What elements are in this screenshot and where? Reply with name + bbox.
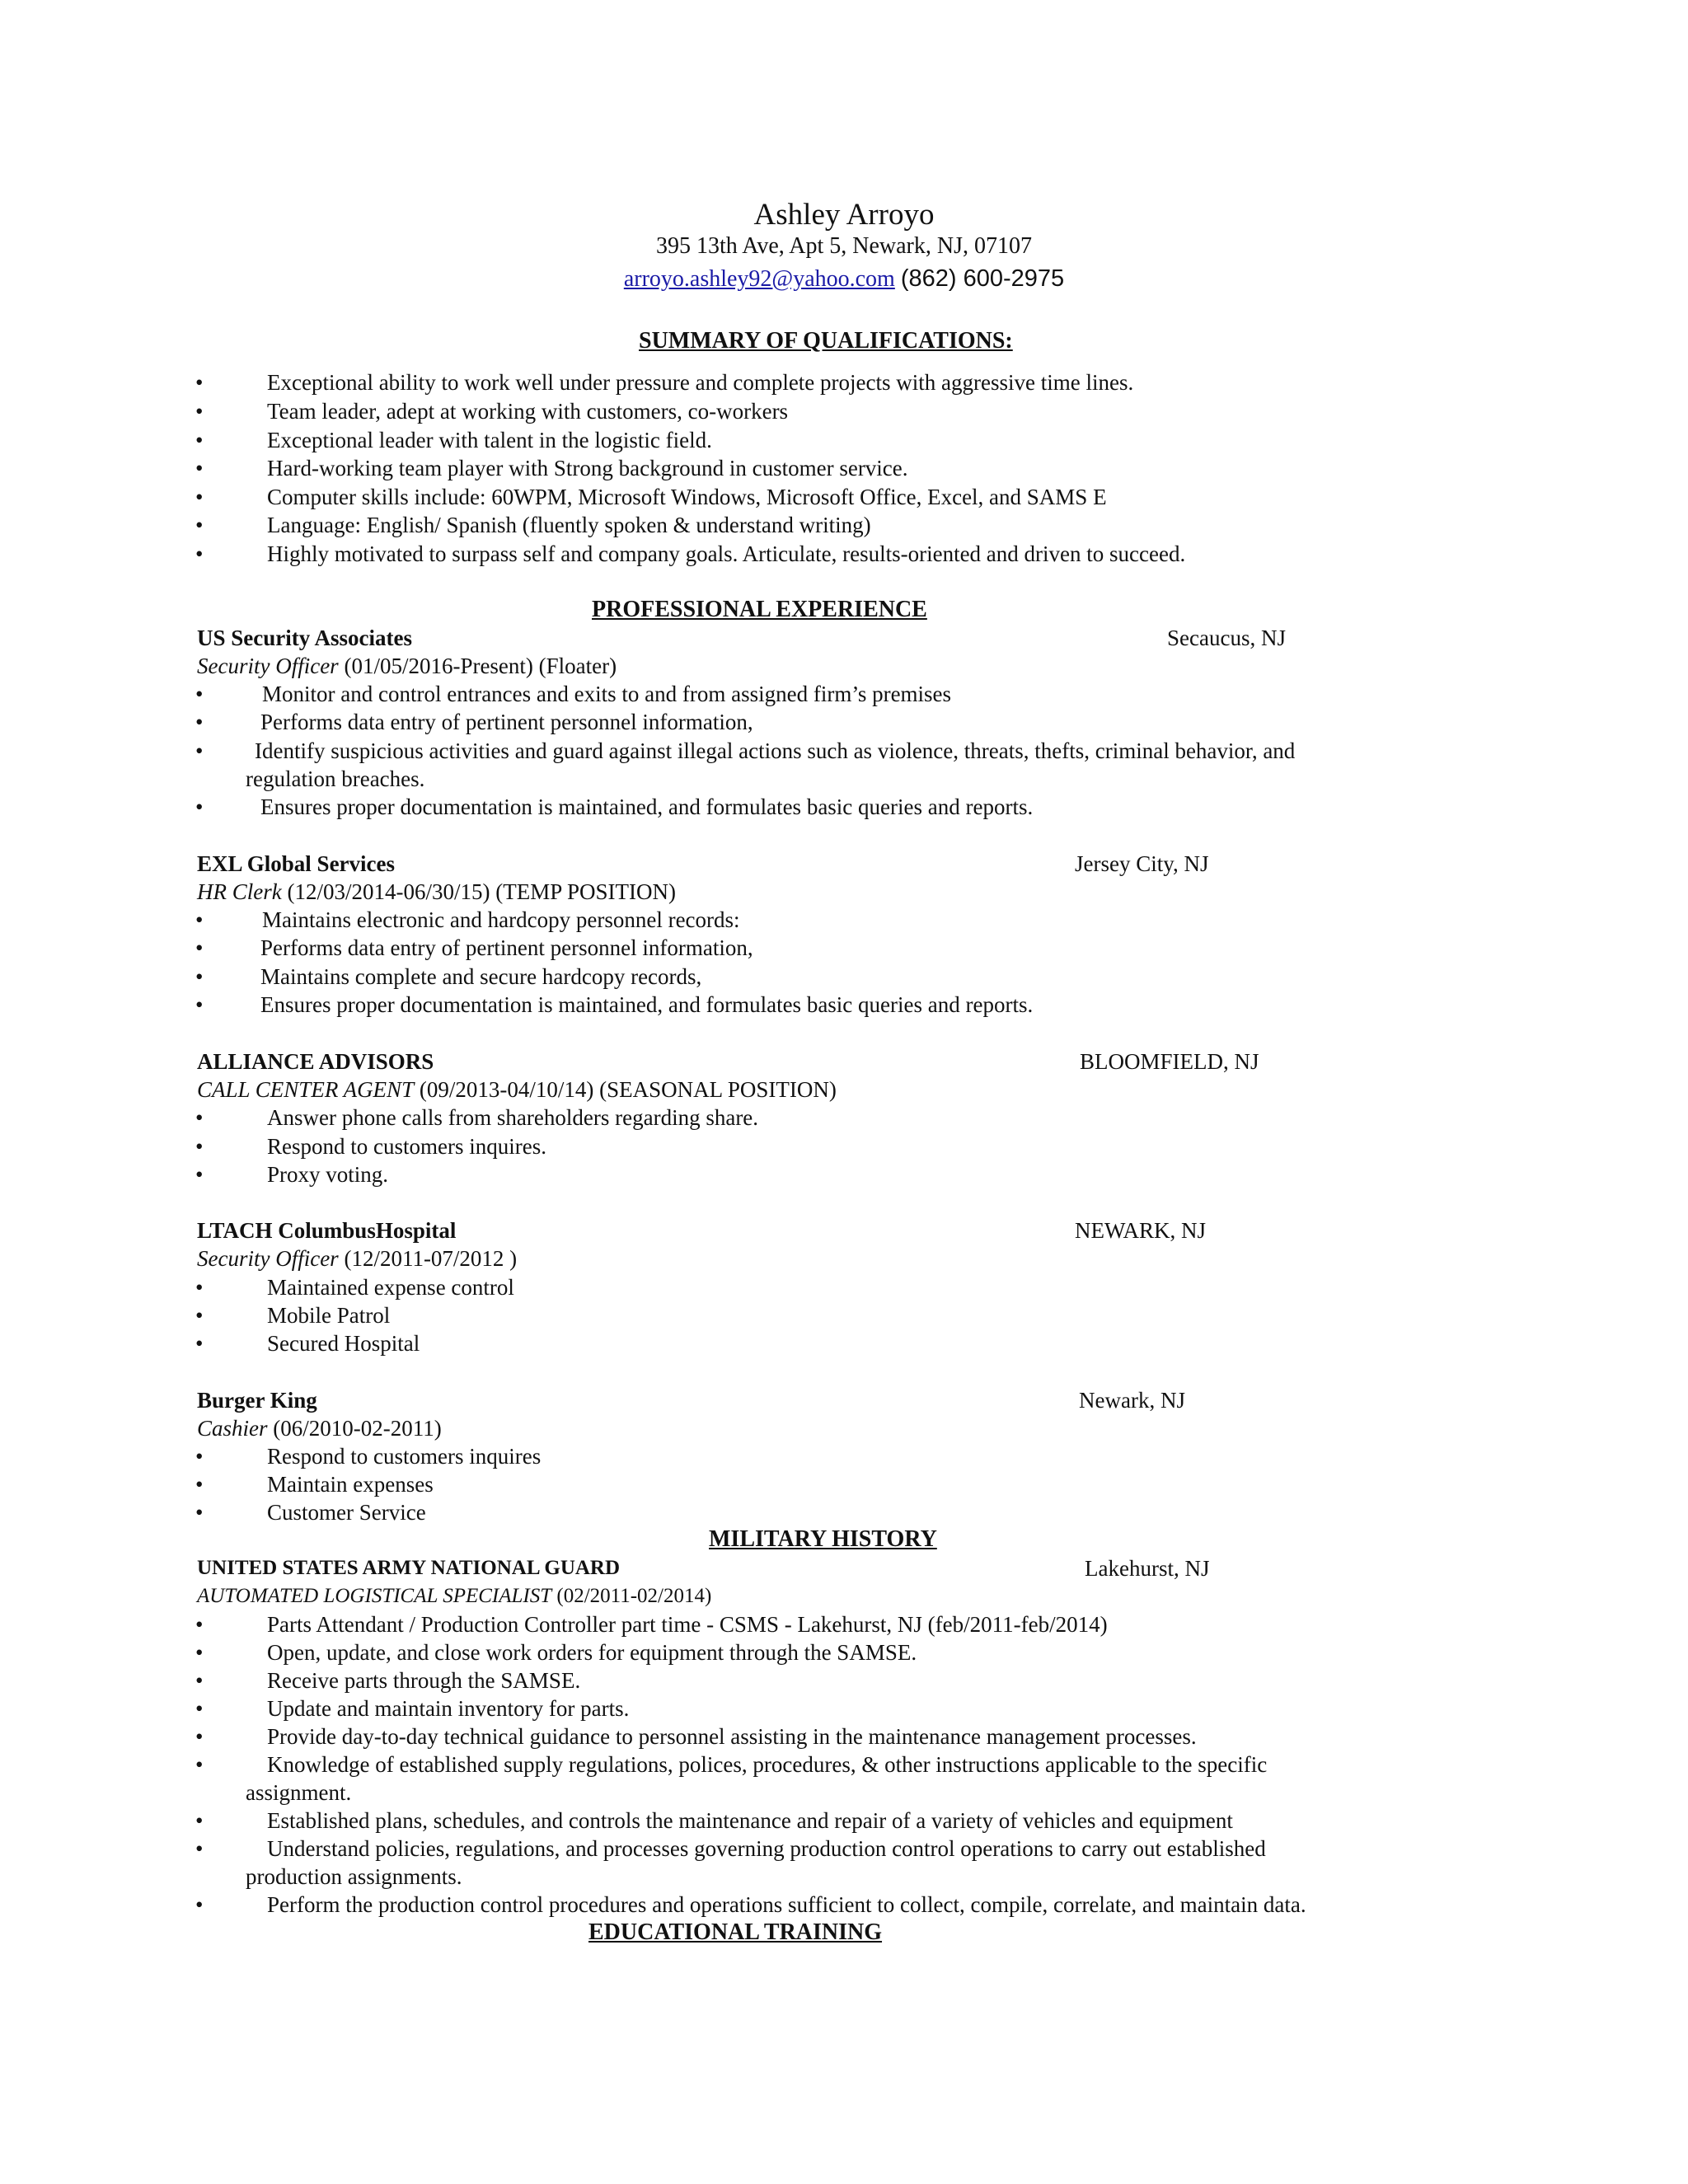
job-dates: (12/03/2014-06/30/15) (TEMP POSITION): [281, 879, 676, 904]
bullet-icon: •: [195, 399, 204, 424]
bullet-icon: •: [195, 370, 204, 395]
list-item: Provide day-to-day technical guidance to personnel assisting in the maintenance management processes.: [267, 1724, 1197, 1749]
bullet-icon: •: [195, 1724, 204, 1749]
company-name: EXL Global Services: [197, 851, 396, 876]
job-title: AUTOMATED LOGISTICAL SPECIALIST: [197, 1585, 552, 1607]
list-item-continuation: production assignments.: [246, 1864, 462, 1889]
bullet-icon: •: [195, 1134, 204, 1159]
job-role: [197, 1582, 711, 1610]
job-location: NEWARK, NJ: [1075, 1218, 1206, 1243]
address: 395 13th Ave, Apt 5, Newark, NJ, 07107: [656, 233, 1032, 259]
company-name: Burger King: [197, 1388, 317, 1413]
bullet-icon: •: [195, 1668, 204, 1693]
job-role: [197, 1244, 517, 1272]
bullet-icon: •: [195, 1696, 204, 1721]
list-item: Language: English/ Spanish (fluently spoken & understand writing): [267, 513, 871, 537]
phone-number: (862) 600-2975: [900, 265, 1065, 292]
list-item: Maintains complete and secure hardcopy records,: [260, 964, 702, 989]
job-dates: (02/2011-02/2014): [551, 1585, 712, 1607]
bullet-icon: •: [195, 1162, 204, 1187]
list-item-continuation: regulation breaches.: [246, 766, 425, 791]
bullet-icon: •: [195, 485, 204, 509]
bullet-icon: •: [195, 1892, 204, 1917]
list-item: Secured Hospital: [267, 1331, 420, 1356]
company-name: ALLIANCE ADVISORS: [197, 1049, 434, 1074]
bullet-icon: •: [195, 738, 204, 763]
list-item: Computer skills include: 60WPM, Microsoft Windows, Microsoft Office, Excel, and SAMS E: [267, 485, 1107, 509]
bullet-icon: •: [195, 1303, 204, 1328]
bullet-icon: •: [195, 513, 204, 537]
list-item: Respond to customers inquires.: [267, 1134, 546, 1159]
list-item: Understand policies, regulations, and processes governing production control operations to carry out established: [267, 1836, 1266, 1861]
bullet-icon: •: [195, 1472, 204, 1497]
job-dates: (01/05/2016-Present) (Floater): [338, 654, 617, 678]
resume-name: Ashley Arroyo: [753, 198, 935, 232]
list-item: Performs data entry of pertinent personnel information,: [260, 935, 753, 960]
bullet-icon: •: [195, 1836, 204, 1861]
job-title: Cashier: [197, 1416, 268, 1441]
list-item: Established plans, schedules, and controls the maintenance and repair of a variety of vehicles and equipment: [267, 1808, 1233, 1833]
bullet-icon: •: [195, 964, 204, 989]
list-item: Monitor and control entrances and exits to and from assigned firm’s premises: [262, 682, 952, 706]
bullet-icon: •: [195, 428, 204, 452]
list-item: Respond to customers inquires: [267, 1444, 542, 1469]
list-item: Maintained expense control: [267, 1275, 514, 1300]
bullet-icon: •: [195, 1500, 204, 1525]
summary-heading: SUMMARY OF QUALIFICATIONS:: [639, 328, 1013, 354]
contact-line: [0, 264, 1688, 294]
list-item: Knowledge of established supply regulations, polices, procedures, & other instructions applicable to the specific: [267, 1752, 1268, 1777]
job-dates: (12/2011-07/2012 ): [338, 1246, 518, 1271]
bullet-icon: •: [195, 1444, 204, 1469]
list-item: Perform the production control procedures and operations sufficient to collect, compile, correlate, and maintain data.: [267, 1892, 1306, 1917]
bullet-icon: •: [195, 1640, 204, 1665]
list-item: Open, update, and close work orders for equipment through the SAMSE.: [267, 1640, 917, 1665]
list-item: Exceptional ability to work well under pressure and complete projects with aggressive time lines.: [267, 370, 1134, 395]
list-item: Hard-working team player with Strong background in customer service.: [267, 456, 908, 480]
job-location: Lakehurst, NJ: [1085, 1556, 1210, 1581]
job-location: Secaucus, NJ: [1167, 626, 1286, 650]
bullet-icon: •: [195, 541, 204, 566]
experience-heading: PROFESSIONAL EXPERIENCE: [592, 597, 927, 622]
job-title: HR Clerk: [197, 879, 282, 904]
company-name: US Security Associates: [197, 626, 412, 650]
job-location: Jersey City, NJ: [1075, 851, 1209, 876]
bullet-icon: •: [195, 682, 204, 706]
list-item: Customer Service: [267, 1500, 426, 1525]
list-item: Performs data entry of pertinent personnel information,: [260, 710, 753, 734]
list-item: Ensures proper documentation is maintained, and formulates basic queries and reports.: [260, 992, 1034, 1017]
bullet-icon: •: [195, 710, 204, 734]
job-dates: (09/2013-04/10/14) (SEASONAL POSITION): [414, 1077, 837, 1102]
bullet-icon: •: [195, 1331, 204, 1356]
email-link[interactable]: arroyo.ashley92@yahoo.com: [623, 266, 895, 292]
bullet-icon: •: [195, 794, 204, 819]
bullet-icon: •: [195, 992, 204, 1017]
list-item: Mobile Patrol: [267, 1303, 391, 1328]
list-item: Highly motivated to surpass self and company goals. Articulate, results-oriented and driven to succeed.: [267, 541, 1186, 566]
bullet-icon: •: [195, 935, 204, 960]
list-item: Team leader, adept at working with customers, co-workers: [267, 399, 789, 424]
list-item: Maintain expenses: [267, 1472, 434, 1497]
list-item: Receive parts through the SAMSE.: [267, 1668, 581, 1693]
bullet-icon: •: [195, 1612, 204, 1637]
job-title: Security Officer: [197, 1246, 339, 1271]
list-item: Exceptional leader with talent in the logistic field.: [267, 428, 712, 452]
job-dates: (06/2010-02-2011): [267, 1416, 442, 1441]
job-role: [197, 652, 617, 680]
list-item: Ensures proper documentation is maintained, and formulates basic queries and reports.: [260, 794, 1034, 819]
list-item: Update and maintain inventory for parts.: [267, 1696, 630, 1721]
bullet-icon: •: [195, 456, 204, 480]
job-location: BLOOMFIELD, NJ: [1080, 1049, 1259, 1074]
company-name: LTACH ColumbusHospital: [197, 1218, 457, 1243]
list-item: Parts Attendant / Production Controller part time - CSMS - Lakehurst, NJ (feb/2011-feb/2014): [267, 1612, 1108, 1637]
job-role: [197, 878, 676, 906]
bullet-icon: •: [195, 1105, 204, 1130]
job-role: [197, 1414, 442, 1442]
list-item-continuation: assignment.: [246, 1780, 352, 1805]
bullet-icon: •: [195, 1275, 204, 1300]
job-location: Newark, NJ: [1079, 1388, 1185, 1413]
education-heading: EDUCATIONAL TRAINING: [588, 1919, 883, 1945]
job-title: CALL CENTER AGENT: [197, 1077, 415, 1102]
bullet-icon: •: [195, 907, 204, 932]
bullet-icon: •: [195, 1752, 204, 1777]
list-item: Proxy voting.: [267, 1162, 389, 1187]
job-title: Security Officer: [197, 654, 339, 678]
job-role: [197, 1076, 837, 1104]
military-heading: MILITARY HISTORY: [709, 1526, 937, 1552]
company-name: UNITED STATES ARMY NATIONAL GUARD: [197, 1557, 621, 1579]
list-item: Identify suspicious activities and guard against illegal actions such as violence, threats, thefts, criminal behavior, and: [255, 738, 1296, 763]
list-item: Maintains electronic and hardcopy personnel records:: [262, 907, 740, 932]
bullet-icon: •: [195, 1808, 204, 1833]
list-item: Answer phone calls from shareholders regarding share.: [267, 1105, 759, 1130]
